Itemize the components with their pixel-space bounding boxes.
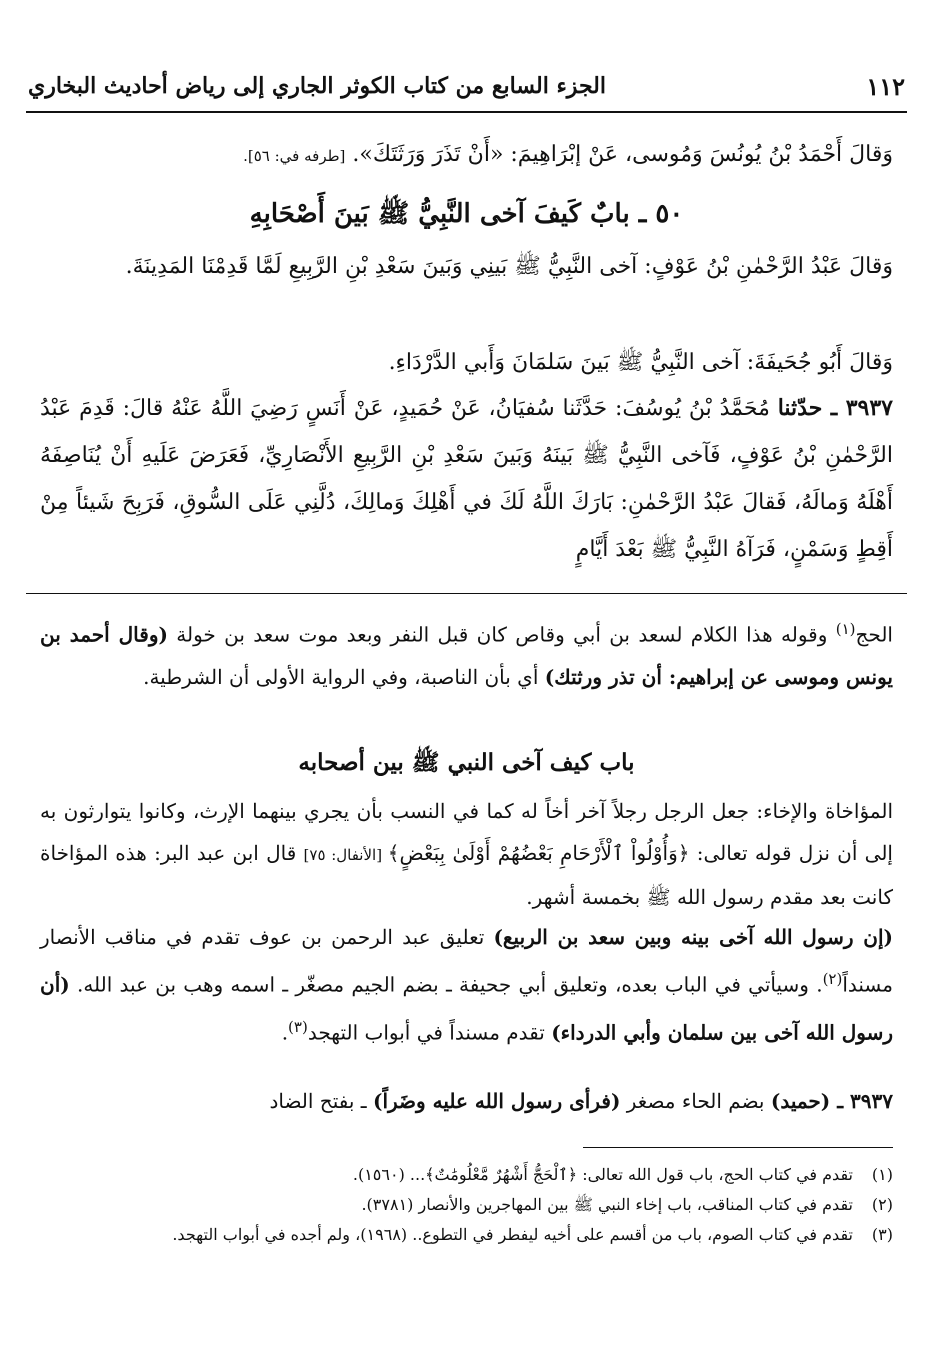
quoted-phrase: (أن رسول الله آخى بين سلمان وأبي الدرداء)	[40, 972, 893, 1045]
page-header	[28, 62, 905, 110]
commentary-para-3	[40, 916, 893, 1053]
commentary-text: وقوله هذا الكلام لسعد بن أبي وقاص كان قبل النفر وبعد موت سعد بن خولة	[167, 622, 836, 647]
commentary-text: تقدم مسنداً في أبواب التهجد	[307, 1020, 552, 1045]
abdurrahman-report: وَقالَ عَبْدُ الرَّحْمٰنِ بْنُ عَوْفٍ: آخى النَّبِيُّ ﷺ بَينِي وَبَينَ سَعْدِ بْنِ الرَّبِيعِ لَمَّا قَدِمْنَا المَدِينَةَ.	[125, 254, 893, 279]
ahmad-bin-yunus-line: وَقالَ أَحْمَدُ بْنُ يُونُسَ وَمُوسى، عَنْ إبْرَاهِيمَ: «أَنْ تَذَرَ وَرَثَتَكَ».	[352, 142, 893, 167]
footnote-item	[40, 1220, 893, 1250]
quoted-phrase: (وقال أحمد بن يونس وموسى عن إبراهيم: أن تذر ورثتك)	[40, 622, 893, 689]
page-number: ١١٢	[866, 71, 905, 101]
main-para-1	[40, 243, 893, 290]
commentary-text: تعليق عبد الرحمن بن عوف تقدم في مناقب الأنصار مسنداً	[40, 925, 893, 997]
cross-reference: [طرفه في: ٥٦].	[243, 147, 346, 165]
footnote-text: تقدم في كتاب المناقب، باب إخاء النبي ﷺ بين المهاجرين والأنصار (٣٧٨١).	[361, 1195, 853, 1214]
hadith-3937	[40, 385, 893, 573]
footnote-item	[40, 1190, 893, 1220]
verse-reference: [الأنفال: ٧٥]	[303, 846, 388, 864]
commentary-text: بضم الحاء مصغر	[620, 1089, 771, 1113]
abu-juhayfa-report: وَقالَ أَبُو جُحَيفَةَ: آخى النَّبِيُّ ﷺ بَينَ سَلمَانَ وَأَبي الدَّرْدَاءِ.	[388, 350, 893, 375]
running-title: الجزء السابع من كتاب الكوثر الجاري إلى رياض أحاديث البخاري	[28, 73, 606, 99]
commentary-para-4	[40, 1080, 893, 1122]
commentary-text: . وسيأتي في الباب بعده، وتعليق أبي جحيفة ـ بضم الجيم مصغّر ـ اسمه وهب بن عبد الله.	[69, 972, 823, 997]
commentary-para-2	[40, 790, 893, 918]
commentary-section-title: باب كيف آخى النبي ﷺ بين أصحابه	[298, 749, 635, 776]
hadith-text: مُحَمَّدُ بْنُ يُوسُفَ: حَدَّثَنا سُفيَانُ، عَنْ حُمَيدٍ، عَنْ أَنَسٍ رَضِيَ اللَّهُ عَنْهُ قالَ: قَدِمَ عَبْدُ الرَّحْمٰنِ بْنُ عَوْفٍ، فَآخى النَّبِيُّ ﷺ بَينَهُ وَبَينَ سَعْدِ بْنِ الرَّبِيعِ الأَنْصَارِيِّ، فَعَرَضَ عَلَيهِ أَنْ يُنَاصِفَهُ أَهْلَهُ وَمالَهُ، فَقالَ عَبْدُ الرَّحْمٰنِ: بَارَكَ اللَّهُ لَكَ في أَهْلِكَ وَمالِكَ، دُلَّنِي عَلَى السُّوقِ، فَرَبِحَ شَيئاً مِنْ أَقِطٍ وَسَمْنٍ، فَرَآهُ النَّبِيُّ ﷺ بَعْدَ أَيَّامٍ	[40, 396, 893, 562]
commentary-text: .	[281, 1020, 289, 1045]
commentary-para-1	[40, 608, 893, 698]
chapter-title: ٥٠ ـ بابٌ كَيفَ آخى النَّبِيُّ ﷺ بَينَ أَصْحَابِهِ	[249, 199, 684, 229]
commentary-text: ـ بفتح الضاد	[269, 1089, 373, 1113]
commentary-text: قال ابن عبد البر: هذه المؤاخاة كانت بعد مقدم رسول الله ﷺ بخمسة أشهر.	[40, 841, 893, 909]
footnote-number: (٢)	[871, 1195, 893, 1214]
commentary-text: المؤاخاة والإخاء: جعل الرجل رجلاً آخر أخاً له كما في النسب بأن يجري بينهما الإرث، وكانوا يتوارثون به إلى أن نزل قوله تعالى:	[40, 799, 893, 865]
footnotes	[40, 1160, 893, 1250]
hadith-number: ٣٩٣٧ ـ حدّثنا	[777, 395, 893, 421]
footnote-ref-1: (١)	[835, 620, 856, 638]
header-rule	[26, 111, 907, 113]
hadith-number: ٣٩٣٧ ـ (حميد)	[770, 1089, 893, 1113]
text-commentary-separator	[26, 593, 907, 594]
commentary-text: الحج	[855, 622, 893, 647]
footnote-text: تقدم في كتاب الصوم، باب من أقسم على أخيه ليفطر في التطوع.. (١٩٦٨)، ولم أجده في أبواب التهجد.	[172, 1225, 853, 1244]
quoted-phrase: (فرأى رسول الله عليه وضَراً)	[373, 1089, 621, 1113]
footnote-number: (٣)	[871, 1225, 893, 1244]
commentary-text: أي بأن الناصبة، وفي الرواية الأولى أن الشرطية.	[143, 664, 545, 689]
footnote-number: (١)	[871, 1165, 893, 1184]
main-para-2	[40, 339, 893, 386]
footnote-item	[40, 1160, 893, 1190]
footnote-rule	[583, 1147, 893, 1148]
quran-verse: ﴿وَأُوْلُواْ ٱلْأَرْحَامِ بَعْضُهُمْ أَوْلَىٰ بِبَعْضٍ﴾	[387, 841, 690, 865]
footnote-text: تقدم في كتاب الحج، باب قول الله تعالى: ﴿ٱلْحَجُّ أَشْهُرٌ مَّعْلُومَٰتٌ﴾... (١٥٦٠).	[352, 1165, 853, 1184]
footnote-ref-2: (٢)	[822, 970, 843, 988]
quoted-phrase: (إن رسول الله آخى بينه وبين سعد بن الربيع)	[493, 925, 893, 949]
footnote-ref-3: (٣)	[288, 1017, 308, 1036]
main-line-1	[40, 131, 893, 180]
